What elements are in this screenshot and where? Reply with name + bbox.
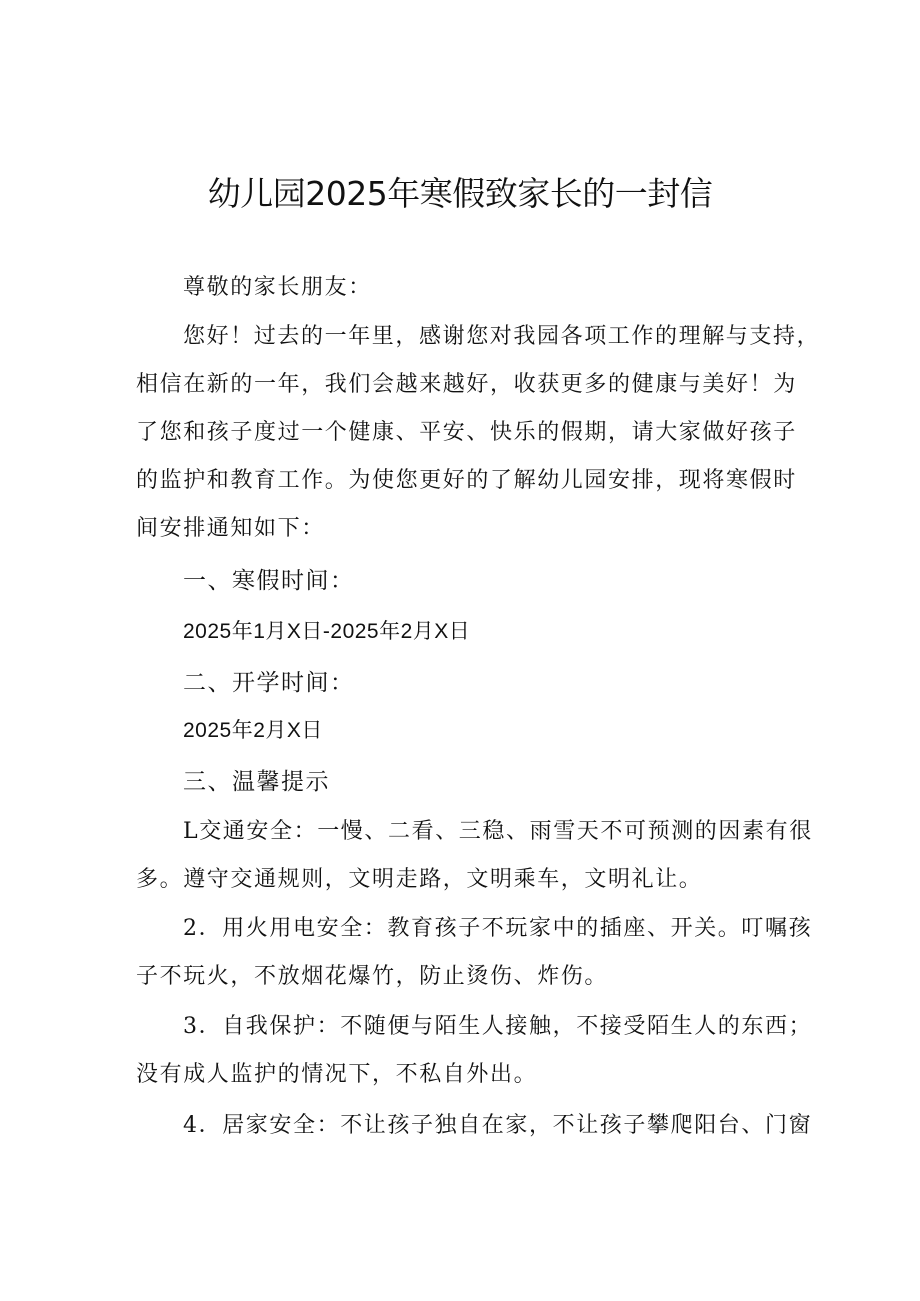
intro-line: 您好！过去的一年里，感谢您对我园各项工作的理解与支持， xyxy=(183,324,821,349)
tip-line: 子不玩火，不放烟花爆竹，防止烫伤、炸伤。 xyxy=(136,964,609,989)
intro-line: 间安排通知如下： xyxy=(136,516,325,541)
section-heading-winter-break: 一、寒假时间： xyxy=(183,568,355,594)
section-heading-school-start: 二、开学时间： xyxy=(183,670,355,696)
tip-line: 没有成人监护的情况下，不私自外出。 xyxy=(136,1062,538,1087)
intro-line: 相信在新的一年，我们会越来越好，收获更多的健康与美好！为 xyxy=(136,372,797,397)
winter-break-dates: 2025年1月X日-2025年2月X日 xyxy=(183,620,471,643)
tip-line: 3．自我保护：不随便与陌生人接触，不接受陌生人的东西； xyxy=(183,1014,813,1039)
intro-line: 的监护和教育工作。为使您更好的了解幼儿园安排，现将寒假时 xyxy=(136,468,797,493)
salutation: 尊敬的家长朋友： xyxy=(183,275,372,300)
intro-line: 了您和孩子度过一个健康、平安、快乐的假期，请大家做好孩子 xyxy=(136,420,797,445)
section-heading-tips: 三、温馨提示 xyxy=(183,769,330,795)
tip-line: 2．用火用电安全：教育孩子不玩家中的插座、开关。叮嘱孩 xyxy=(183,916,813,941)
tip-line: 多。遵守交通规则，文明走路，文明乘车，文明礼让。 xyxy=(136,867,703,892)
school-start-date: 2025年2月X日 xyxy=(183,719,323,742)
tip-line: L交通安全：一慢、二看、三稳、雨雪天不可预测的因素有很 xyxy=(183,819,813,844)
document-title: 幼儿园2025年寒假致家长的一封信 xyxy=(207,174,713,213)
tip-line: 4．居家安全：不让孩子独自在家，不让孩子攀爬阳台、门窗 xyxy=(183,1113,813,1138)
